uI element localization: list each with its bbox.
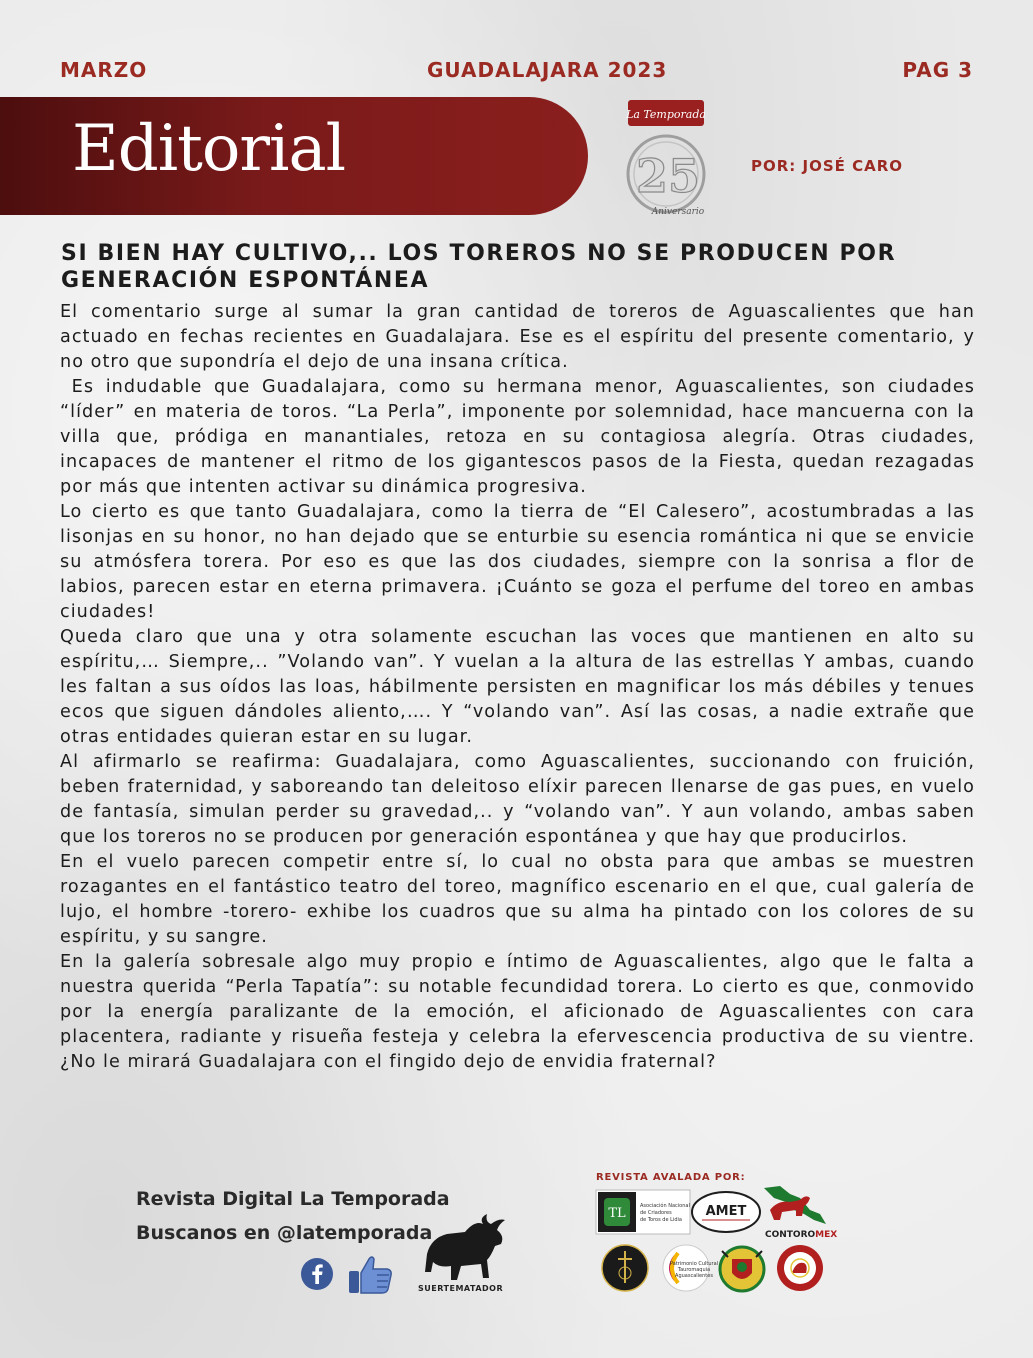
sponsor-contoromex-logo [760,1180,830,1230]
logo-subtitle: Aniversario [651,207,705,217]
sponsor-anccl-line: de Criadores [640,1210,672,1216]
article-body [60,300,975,1075]
section-title: Editorial [72,112,346,186]
sponsor-cultura-line: Patrimonio Cultural [669,1261,719,1267]
author-byline: POR: JOSÉ CARO [751,157,904,175]
article-paragraph: Es indudable que Guadalajara, como su hermana menor, Aguascalientes, son ciudades “líder” en materia de toros. “La Perla”, imponente por solemnidad, hace mancuerna con la villa que, pródiga en manantiales, retoza en su contagiosa alegría. Otras ciudades, incapaces de mantener el ritmo de los gigantescos pasos de la Fiesta, quedan rezagadas por más que intenten activar su dinámica progresiva. [60,377,975,497]
sponsor-amet-logo [690,1190,762,1234]
sponsor-cultura-line: Aguascalientes [675,1273,713,1279]
article-paragraph: Queda claro que una y otra solamente escuchan las voces que mantienen en alto su espíritu,… Siempre,.. ”Volando van”. Y vuelan a la altura de las estrellas Y ambas, cuando les faltan a sus oídos las loas, hábilmente persisten en magnificar los más débiles y tenues ecos que siguen dándoles aliento,…. Y “volando van”. Así las cosas, a nadie extrañe que otras entidades quieran estar en su lugar. [60,627,975,747]
sponsor-anccl-logo [596,1190,690,1234]
article-paragraph: Al afirmarlo se reafirma: Guadalajara, como Aguascalientes, succionando con fruición, beben fraternidad, y saboreando tan deleitoso elíxir parecen llenarse de gas pues, en vuelo de fantasía, simulan perder su gravedad,.. y “volando van”. Y aun volando, ambas saben que los toreros no se producen por generación espontánea y que hay que producirlos. [60,752,975,847]
article-headline: SI BIEN HAY CULTIVO,.. LOS TOREROS NO SE PRODUCEN POR GENERACIÓN ESPONTÁNEA [61,241,897,293]
sponsor-contoromex-text [765,1230,837,1240]
sponsor-amet-text: AMET [705,1204,747,1219]
sponsor-cultura-line: Tauromaquia [677,1267,711,1273]
sponsor-anccl-line: Asociación Nacional [640,1203,690,1209]
endorsed-by-label: REVISTA AVALADA POR: [596,1172,746,1183]
sponsor-shield-emblem-logo [714,1243,770,1293]
facebook-icon[interactable] [300,1257,334,1291]
sponsor-contoromex-prefix: CONTORO [765,1230,816,1240]
la-temporada-25-aniversario-logo [616,100,716,222]
issue-month: MARZO [60,58,148,82]
page-number: PAG 3 [902,58,973,82]
promo-social-handle[interactable]: Buscanos en @latemporada [136,1222,433,1244]
sponsor-red-ring-logo [774,1243,826,1293]
article-paragraph: En el vuelo parecen competir entre sí, lo cual no obsta para que ambas se muestren rozagantes en el fantástico teatro del toreo, magnífico escenario en el que, cual galería de lujo, el hombre -torero- exhibe los cuadros que su alma ha pintado con los colores de su espíritu, y su sangre. [60,852,975,947]
article-paragraph: En la galería sobresale algo muy propio e íntimo de Aguascalientes, algo que le falta a nuestra querida “Perla Tapatía”: su notable fecundidad torera. Lo cierto es que, conmovido por la energía paralizante de la emoción, el aficionado de Aguascalientes con cara placentera, radiante y risueña festeja y celebra la efervescencia productiva de su vientre. ¿No le mirará Guadalajara con el fingido dejo de envidia fraternal? [60,952,975,1072]
logo-brand-text: La Temporada [626,108,706,121]
issue-city-year: GUADALAJARA 2023 [427,58,668,82]
promo-magazine-name: Revista Digital La Temporada [136,1188,450,1210]
svg-text:TL: TL [608,1206,626,1221]
sponsor-cultural-heritage-logo [660,1243,719,1293]
sponsor-dark-emblem-logo [598,1243,652,1293]
bull-logo-text: SUERTEMATADOR [418,1284,504,1293]
article-paragraph: Lo cierto es que tanto Guadalajara, como la tierra de “El Calesero”, acostumbradas a las lisonjas en su honor, no han dejado que se enturbie su esencia romántica ni que se envicie su atmósfera torera. Por eso es que las dos ciudades, siempre con la sonrisa a flor de labios, parecen estar en eterna primavera. ¡Cuánto se goza el perfume del toreo en ambas ciudades! [60,502,975,622]
logo-number: 25 [635,149,701,203]
article-paragraph: El comentario surge al sumar la gran cantidad de toreros de Aguascalientes que han actuado en fechas recientes en Guadalajara. Ese es el espíritu del presente comentario, y no otro que supondría el dejo de una insana crítica. [60,302,975,372]
sponsor-contoromex-suffix: MEX [815,1230,838,1240]
like-thumb-icon[interactable] [347,1253,395,1295]
sponsor-anccl-line: de Toros de Lidia [640,1217,682,1223]
